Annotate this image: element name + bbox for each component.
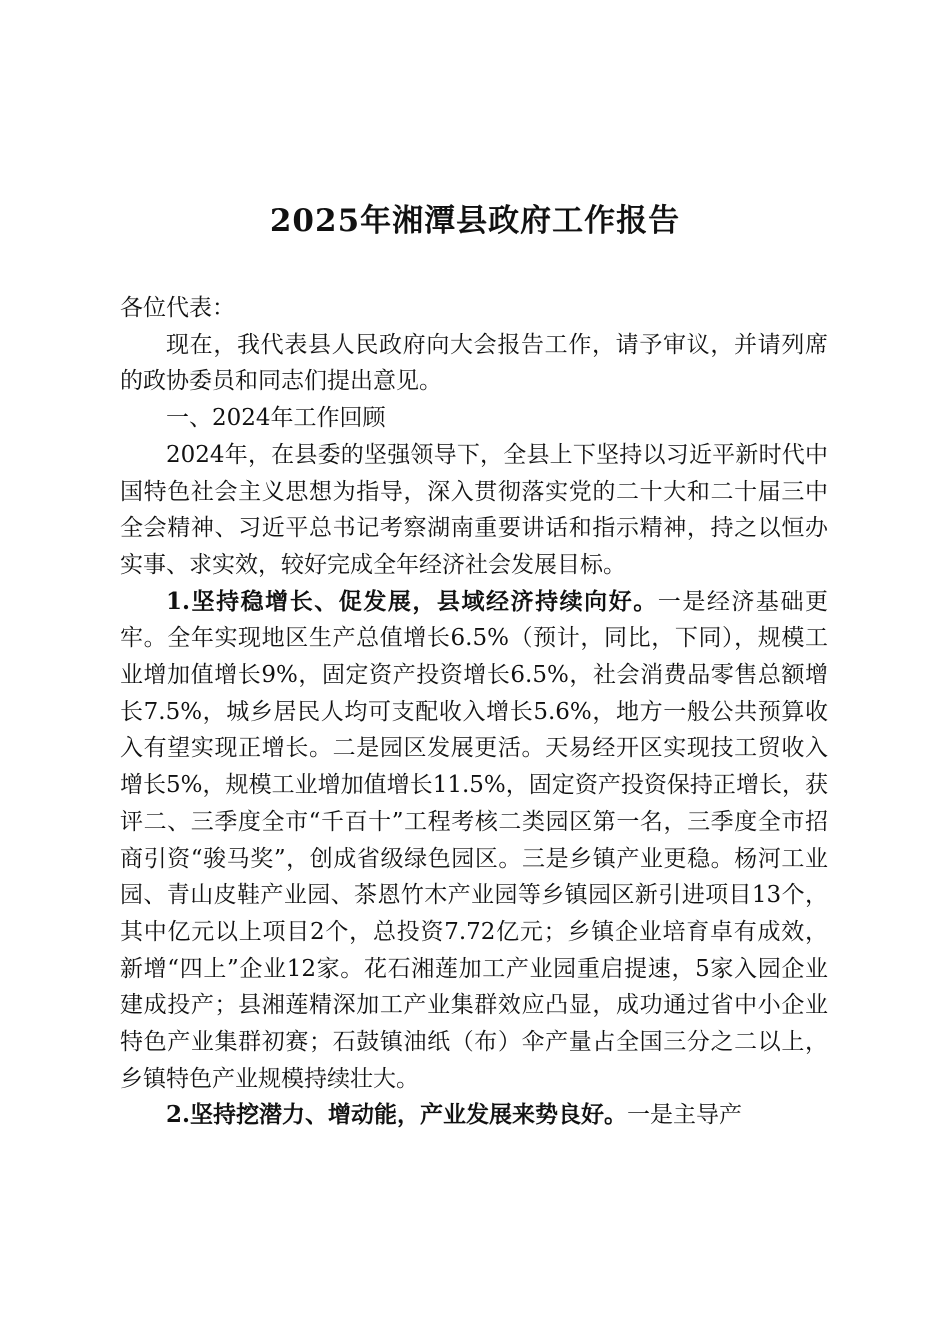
item-1-paragraph	[120, 584, 828, 1098]
document-title: 2025年湘潭县政府工作报告	[269, 203, 681, 239]
document-body	[120, 290, 828, 1134]
item-1-text: 一是经济基础更牢。全年实现地区生产总值增长6.5%（预计，同比，下同），规模工业增加值增长9%，固定资产投资增长6.5%，社会消费品零售总额增长7.5%，城乡居民人均可支配收入增长5.6%，地方一般公共预算收入有望实现正增长。二是园区发展更活。天易经开区实现技工贸收入增长5%，规模工业增加值增长11.5%，固定资产投资保持正增长，获评二、三季度全市“千百十”工程考核二类园区第一名，三季度全市招商引资“骏马奖”，创成省级绿色园区。三是乡镇产业更稳。杨河工业园、青山皮鞋产业园、茶恩竹木产业园等乡镇园区新引进项目13个，其中亿元以上项目2个，总投资7.72亿元；乡镇企业培育卓有成效，新增“四上”企业12家。花石湘莲加工产业园重启提速，5家入园企业建成投产；县湘莲精深加工产业集群效应凸显，成功通过省中小企业特色产业集群初赛；石鼓镇油纸（布）伞产量占全国三分之二以上，乡镇特色产业规模持续壮大。	[120, 588, 829, 1092]
item-2-paragraph	[120, 1097, 828, 1134]
intro-paragraph: 现在，我代表县人民政府向大会报告工作，请予审议，并请列席的政协委员和同志们提出意见。	[120, 331, 828, 395]
item-2-text: 一是主导产	[627, 1102, 743, 1129]
item-1-lead: 1.坚持稳增长、促发展，县域经济持续向好。	[166, 587, 658, 615]
summary-paragraph: 2024年，在县委的坚强领导下，全县上下坚持以习近平新时代中国特色社会主义思想为指导，深入贯彻落实党的二十大和二十届三中全会精神、习近平总书记考察湖南重要讲话和指示精神，持之以恒办实事、求实效，较好完成全年经济社会发展目标。	[120, 441, 828, 578]
item-2-lead: 2.坚持挖潜力、增动能，产业发展来势良好。	[166, 1101, 628, 1129]
section-heading: 一、2024年工作回顾	[166, 405, 386, 432]
salutation: 各位代表：	[120, 295, 235, 321]
